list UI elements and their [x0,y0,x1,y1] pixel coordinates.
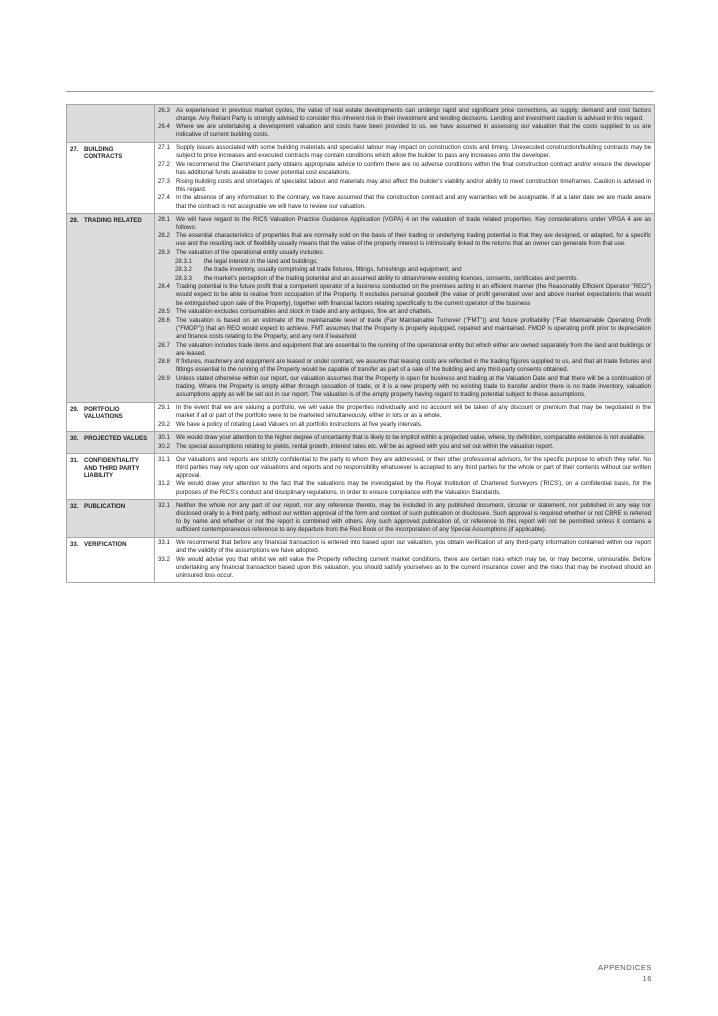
clause-text: Our valuations and reports are strictly confidential to the party to whom they are addressed, or their other professional advisors, for the specific purpose to which they refer. No third parties may rely upon our valuations and reports and no responsibility whatsoever is accepted to any third parties for the whole or part of their contents without our written approval. [176,455,651,479]
clause-text: Trading potential is the future profit that a competent operator of a business conducted on the premises acting in an efficient manner (the Reasonably Efficient Operator "REO") would expect to be able to realise from occupation of the Property. It excludes personal goodwill (the value of profit generated over and above market expectations that would be extinguished upon sale of the Property), together with financial factors relating specifically to the current operator of the business [176,283,651,307]
header-rule [66,91,654,92]
clause-text: Neither the whole nor any part of our report, nor any reference thereto, may be included in any published document, circular or statement, nor published in any way nor disclosed orally to a third party, without our written approval of the form and context of such publication or disclosure. Such approval is required whether or not CBRE is referred to by name and whether or not the report is combined with others. Any such approved publication of, or reference to this report will not be permitted unless it contains a sufficient contemporaneous reference to any departure from the Red Book or the incorporation of any Special Assumptions (if applicable). [176,501,651,533]
clause-number: 30.1 [158,433,170,441]
section-heading-cell [67,142,155,213]
clause [158,443,651,451]
clause-text: The essential characteristics of properties that are normally sold on the basis of their trading or underlying trading potential is that they are designed, or adapted, for a specific use and the resulting lack of flexibility usually means that the value of the property interest is intrinsically linked to the returns that an owner can generate from that use. [176,232,651,248]
clause-number: 28.3 [158,249,170,256]
clause-number: 33.1 [158,539,170,546]
section-heading-cell [67,214,155,403]
clause-text: We recommend that before any financial transaction is entered into based upon our valuation, you obtain verification of any third-party information contained within our report and the validity of the assumptions we have adopted. [176,539,651,555]
clause-number: 28.2 [158,232,170,240]
terms-table [66,104,655,583]
sub-clause [158,266,651,274]
clause-number: 28.4 [158,283,170,291]
section-row [67,402,655,432]
clause-number: 28.9 [158,374,170,382]
section-row [67,142,655,213]
clause [158,283,651,307]
sub-clause-text: the trade inventory, usually comprising all trade fixtures, fittings, furnishings and equipment; and [204,266,462,274]
section-title: PUBLICATION [84,503,126,511]
section-heading-cell [67,432,155,454]
clause [158,308,651,316]
clause [158,502,651,534]
section-clauses-cell [155,214,655,403]
clause-text: We would draw your attention to the fact that the valuations may be investigated by the Royal Institution of Chartered Surveyors ('RICS'), on a confidential basis, for the purposes of the RICS's conduct and disciplinary regulations, in order to ensure compliance with the Valuation Standards. [176,480,651,496]
section-row [67,500,655,537]
clause [158,434,651,442]
clause-text: The valuation includes trade items and equipment that are essential to the running of the operational entity but which either are owned separately from the land and buildings or are leased. [176,341,651,357]
clause-text: The valuation of the operational entity usually includes: [176,249,325,256]
clause-text: We will have regard to the RICS Valuation Practice Guidance Application (VGPA) 4 on the valuation of trade related properties. Key considerations under VPGA 4 are as follows: [176,215,651,231]
sub-clause-text: the legal interest in the land and buildings; [204,257,318,265]
section-row [67,454,655,500]
clause-text: We would advise you that whilst we will value the Property reflecting current market conditions, there are certain risks which may be, or may become, uninsurable. Before undertaking any financial transaction based upon this valuation, you should satisfy yourselves as to the current insurance cover and the risks that may be involved should an uninsured loss occur. [176,555,651,579]
clause [158,358,651,374]
section-clauses-cell [155,142,655,213]
section-clauses-cell [155,105,655,143]
clause-text: Unless stated otherwise within our report, our valuation assumes that the Property is open for business and trading at the Valuation Date and that there will be a continuation of trading. Where the Property is empty either through cessation of trade, or it is a new property with no existing trade to transfer and/or there is no trade inventory, valuation assumptions apply as will be set out in our report. The valuation is of the empty property having regard to trading potential subject to these assumptions. [176,374,651,399]
clause [158,123,651,139]
clause-number: 28.7 [158,341,170,349]
section-number: 29. [70,405,79,413]
clause-number: 29.2 [158,420,170,428]
page-number: 16 [642,974,652,983]
section-row [67,432,655,454]
section-title: TRADING RELATED [84,217,142,225]
clause-text: The valuation excludes consumables and stock in trade and any antiques, fine art and chattels. [176,308,433,316]
section-title: PORTFOLIO VALUATIONS [84,405,123,421]
section-heading-cell [67,105,155,143]
terms-table-body [67,105,655,583]
clause-number: 26.4 [158,123,170,131]
clause [158,342,651,358]
clause-text: The valuation is based on an estimate of the maintainable level of trade (Fair Maintainable Turnover ("FMT")) and future profitability ("Fair Maintainable Operating Profit ("FMOP")) that an REO would expect to achieve. FMT assumes that the Property is properly equipped, repaired and maintained. FMOP is operating profit prior to depreciation and finance costs relating to the Property, and any rent if leasehold [176,316,651,340]
section-clauses-cell [155,500,655,537]
clause-number: 28.6 [158,316,170,324]
clause-number: 28.1 [158,215,170,223]
clause-text: In the event that we are valuing a portfolio, we will value the properties individually and no account will be taken of any discount or premium that may be negotiated in the market if all or part of the portfolio were to be marketed simultaneously, either in lots or as a whole. [176,404,651,420]
clause [158,107,651,123]
clause-text: We recommend the Client/reliant party obtains appropriate advice to confirm there are no adverse conditions within the final construction contract and/or ensure the developer has additional funds available to cover potential cost escalations. [176,161,651,177]
section-row [67,537,655,583]
section-heading-cell [67,402,155,432]
clause-text: In the absence of any information to the contrary, we have assumed that the construction contract and any warranties will be assignable. If at a later date we are made aware that the contract is not assignable we will have to review our valuation. [176,194,651,210]
sub-clause [158,258,651,266]
clause-number: 31.2 [158,480,170,488]
section-heading-cell [67,454,155,500]
clause-text: If fixtures, machinery and equipment are leased or under contract, we assume that leasing costs are reflected in the trading figures supplied to us, and that all trade fixtures and fittings essential to the running of the Property would be capable of transfer as part of a sale of the building and any third-party consents obtained. [176,358,651,374]
clause-number: 27.2 [158,161,170,169]
clause-number: 28.5 [158,308,170,316]
section-clauses-cell [155,402,655,432]
sub-clause-text: the market's perception of the trading potential and an assumed ability to obtain/renew existing licences, consents, certificates and permits. [204,274,579,282]
clause-number: 27.3 [158,177,170,185]
clause-number: 32.1 [158,501,170,509]
sub-clause-number: 28.3.1 [175,257,192,265]
clause [158,421,651,429]
clause-text: Where we are undertaking a development valuation and costs have been provided to us, we have assumed in assessing our valuation that the costs supplied to us are indicative of current building costs. [176,123,651,139]
clause [158,194,651,210]
section-number: 30. [70,435,79,443]
clause [158,161,651,177]
section-heading-cell [67,537,155,583]
clause [158,375,651,399]
sub-clause-number: 28.3.3 [175,274,192,282]
sub-clause [158,275,651,283]
section-clauses-cell [155,432,655,454]
section-title: CONFIDENTIALITY AND THIRD PARTY LIABILITY [84,457,140,480]
sub-clause-number: 28.3.2 [175,266,192,274]
clause-number: 28.8 [158,358,170,366]
clause-number: 27.4 [158,194,170,202]
clause [158,480,651,496]
clause-text: As experienced in previous market cycles, the value of real estate developments can undergo rapid and significant price corrections, as supply, demand and cost factors change. Any Reliant Party is strongly advised to consider this inherent risk in their investment and lending decisions. Lending and investment caution is advised in this regard. [176,106,651,122]
clause-text: We have a policy of rotating Lead Valuers on all portfolio instructions at five yearly intervals. [176,420,423,428]
clause [158,216,651,232]
clause [158,404,651,420]
clause [158,556,651,580]
clause [158,539,651,555]
clause-text: The special assumptions relating to yields, rental growth, interest rates etc. will be as agreed with you and set out within the valuation report. [176,442,554,450]
clause-number: 33.2 [158,555,170,563]
clause-number: 31.1 [158,455,170,463]
clause [158,456,651,480]
clause-text: Rising building costs and shortages of specialist labour and materials may also affect the builder's viability and/or ability to meet construction timeframes. Caution is advised in this regard. [176,177,651,193]
page-footer [598,962,652,984]
section-title: PROJECTED VALUES [84,435,148,443]
clause-number: 29.1 [158,404,170,412]
clause [158,317,651,341]
section-title: VERIFICATION [84,540,127,548]
section-number: 27. [70,145,79,153]
clause-text: We would draw your attention to the higher degree of uncertainty that is likely to be implicit within a projected value, where, by definition, comparable evidence is not available. [176,433,646,441]
clause [158,232,651,248]
clause-number: 30.2 [158,442,170,450]
section-heading-cell [67,500,155,537]
section-row [67,214,655,403]
clause-number: 27.1 [158,144,170,152]
section-clauses-cell [155,537,655,583]
footer-label: APPENDICES [598,963,652,972]
section-row [67,105,655,143]
section-number: 28. [70,217,79,225]
section-number: 31. [70,457,79,465]
clause [158,249,651,257]
section-clauses-cell [155,454,655,500]
clause-number: 26.3 [158,106,170,114]
clause-text: Supply issues associated with some building materials and specialist labour may impact on construction costs and timing. Unexecuted construction/building contracts may be subject to price increases and executed contracts may contain conditions which allow the builder to pass any increases onto the developer. [176,144,651,160]
section-title: BUILDING CONTRACTS [84,145,123,161]
clause [158,178,651,194]
section-number: 32. [70,503,79,511]
clause [158,144,651,160]
section-number: 33. [70,540,79,548]
